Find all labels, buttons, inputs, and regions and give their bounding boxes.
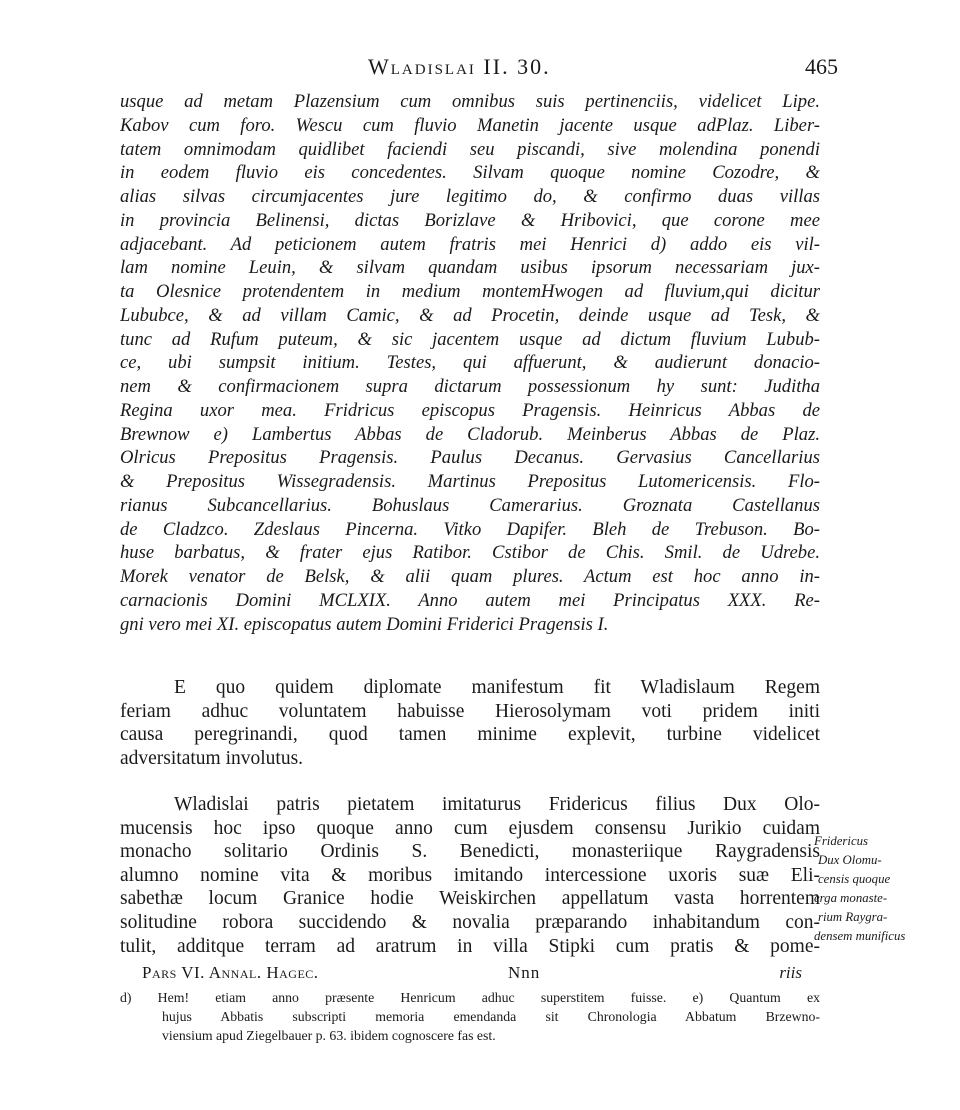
margin-note-line: rium Raygra- <box>818 910 888 924</box>
margin-note-line: Dux Olomu- <box>818 853 882 867</box>
paragraph-line: feriam adhuc voluntatem habuisse Hierosolymam voti pridem initi <box>120 700 820 722</box>
charter-line: alias silvas circumjacentes jure legitimo do, & confirmo duas villas <box>120 186 820 207</box>
charter-line: & Prepositus Wissegradensis. Martinus Prepositus Lutomericensis. Flo- <box>120 471 820 492</box>
footnote-line: hujus Abbatis subscripti memoria emendanda sit Chronologia Abbatum Brzewno- <box>162 1009 820 1024</box>
charter-line: de Cladzco. Zdeslaus Pincerna. Vitko Dapifer. Bleh de Trebuson. Bo- <box>120 518 820 540</box>
charter-line: rianus Subcancellarius. Bohuslaus Camerarius. Groznata Castellanus <box>120 494 820 516</box>
charter-text-block <box>120 90 820 636</box>
charter-line: Brewnow e) Lambertus Abbas de Cladorub. Meinberus Abbas de Plaz. <box>120 423 820 445</box>
margin-note-line: densem munificus <box>814 929 906 943</box>
charter-line: in eodem fluvio eis concedentes. Silvam quoque nomine Cozodre, & <box>120 162 820 184</box>
charter-line: Lububce, & ad villam Camic, & ad Procetin, deinde usque ad Tesk, & <box>120 304 820 326</box>
margin-note-line: erga monaste- <box>814 891 888 905</box>
page-number: 465 <box>805 54 838 79</box>
charter-line: gni vero mei XI. episcopatus autem Domini Friderici Pragensis I. <box>120 613 609 635</box>
charter-line: Morek venator de Belsk, & alii quam plures. Actum est hoc anno in- <box>120 566 820 587</box>
charter-line: Regina uxor mea. Fridricus episcopus Pragensis. Heinricus Abbas de <box>120 399 820 421</box>
charter-line: ce, ubi sumpsit initium. Testes, qui affuerunt, & audierunt donacio- <box>120 352 820 374</box>
paragraph-line: mucensis hoc ipso quoque anno cum ejusdem consensu Jurikio cuidam <box>120 817 820 839</box>
paragraph-line: Wladislai patris pietatem imitaturus Fridericus filius Dux Olo- <box>174 794 820 815</box>
paragraph-line: monacho solitario Ordinis S. Benedicti, monasteriique Raygradensis <box>120 841 820 863</box>
part-reference: Pars VI. Annal. Hagec. <box>142 963 319 982</box>
paragraph-fridericus <box>120 793 820 958</box>
charter-line: Olricus Prepositus Pragensis. Paulus Decanus. Gervasius Cancellarius <box>120 447 820 469</box>
charter-line: in provincia Belinensi, dictas Borizlave & Hribovici, que corone mee <box>120 209 820 231</box>
gathering-signature: Nnn <box>508 963 541 982</box>
charter-line: Kabov cum foro. Wescu cum fluvio Manetin jacente usque adPlaz. Liber- <box>120 114 820 136</box>
paragraph-line: tulit, additque terram ad aratrum in villa Stipki cum pratis & pome- <box>120 935 820 957</box>
paragraph-line: alumno nomine vita & moribus imitando intercessione uxoris suæ Eli- <box>120 864 820 886</box>
paragraph-diploma-commentary <box>120 676 820 770</box>
running-head <box>120 54 838 86</box>
paragraph-line: E quo quidem diplomate manifestum fit Wladislaum Regem <box>174 677 820 698</box>
charter-line: huse barbatus, & frater ejus Ratibor. Cstibor de Chis. Smil. de Udrebe. <box>120 542 820 564</box>
paragraph-line: solitudine robora succidendo & novalia præparando inhabitandum con- <box>120 911 820 933</box>
footnotes <box>120 988 820 1045</box>
running-head-title: Wladislai II. 30. <box>368 54 551 79</box>
catchword: riis <box>779 963 802 982</box>
footnote-line: viensium apud Ziegelbauer p. 63. ibidem cognoscere fas est. <box>162 1028 496 1043</box>
charter-line: tatem omnimodam quidlibet faciendi seu piscandi, sive molendina ponendi <box>120 138 820 160</box>
margin-note <box>814 832 926 946</box>
charter-line: ta Olesnice protendentem in medium montemHwogen ad fluvium,qui dicitur <box>120 281 820 302</box>
signature-line <box>142 963 802 987</box>
charter-line: tunc ad Rufum puteum, & sic jacentem usque ad dictum fluvium Lubub- <box>120 328 820 350</box>
charter-line: usque ad metam Plazensium cum omnibus suis pertinenciis, videlicet Lipe. <box>120 91 820 112</box>
footnote-line: d) Hem! etiam anno præsente Henricum adhuc superstitem fuisse. e) Quantum ex <box>120 990 820 1005</box>
charter-line: nem & confirmacionem supra dictarum possessionum hy sunt: Juditha <box>120 376 820 397</box>
charter-line: lam nomine Leuin, & silvam quandam usibus ipsorum necessariam jux- <box>120 257 820 279</box>
margin-note-line: censis quoque <box>818 872 891 886</box>
charter-line: carnacionis Domini MCLXIX. Anno autem mei Principatus XXX. Re- <box>120 589 820 611</box>
paragraph-line: sabethæ locum Granice hodie Weiskirchen appellatum vasta horrentem <box>120 888 820 910</box>
paragraph-line: adversitatum involutus. <box>120 747 304 769</box>
paragraph-line: causa peregrinandi, quod tamen minime explevit, turbine videlicet <box>120 724 820 745</box>
margin-note-line: Fridericus <box>814 834 869 848</box>
charter-line: adjacebant. Ad peticionem autem fratris mei Henrici d) addo eis vil- <box>120 233 820 255</box>
